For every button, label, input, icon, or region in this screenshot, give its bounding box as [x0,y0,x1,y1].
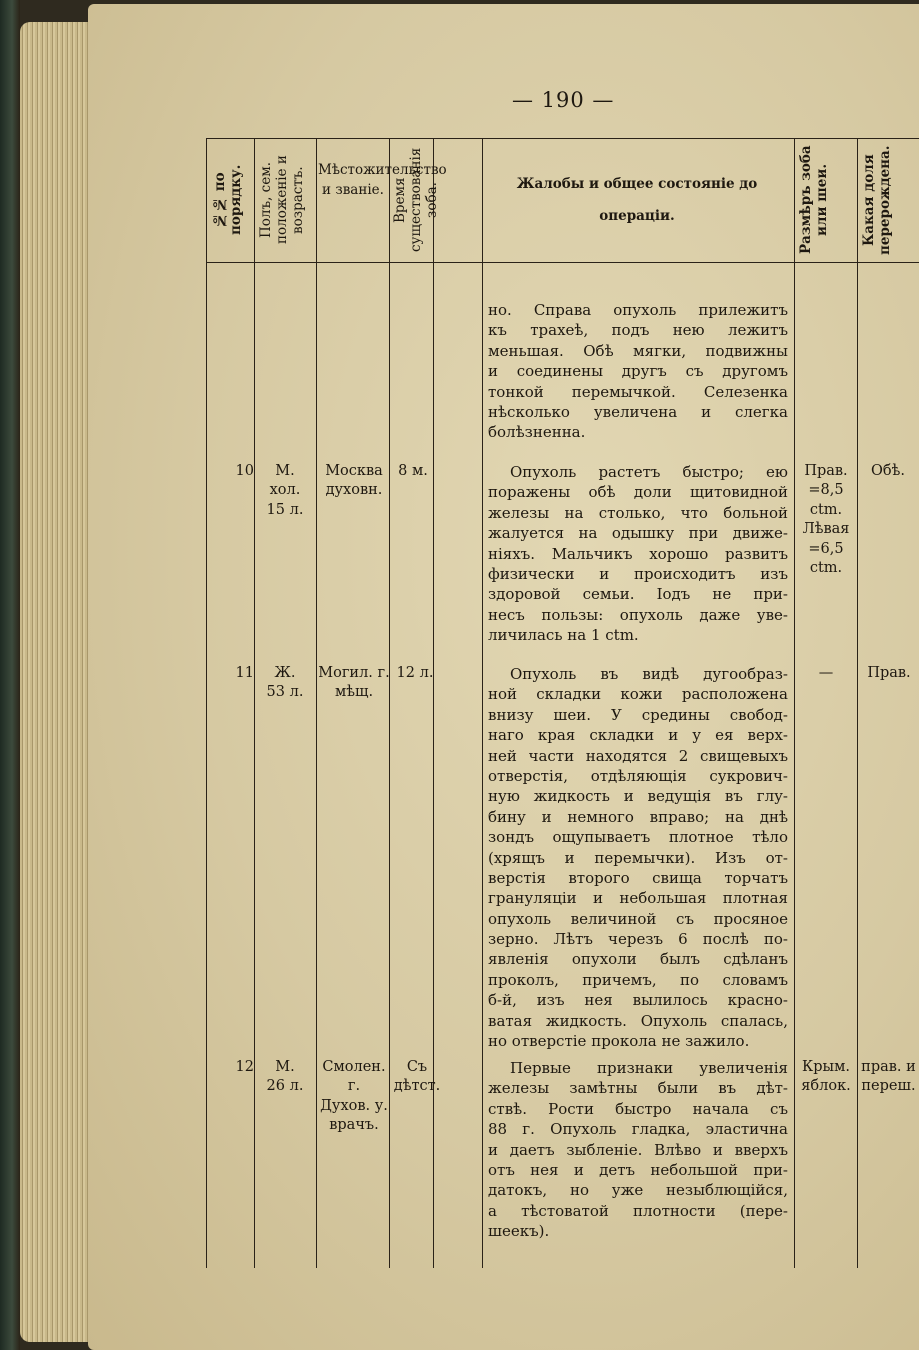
goiter-size: Прав. =8,5 ctm. Лѣвая =6,5 ctm. [802,463,850,577]
header-sex: Полъ, сем. положеніе и возрастъ. [258,155,306,245]
header-bottom-rule [206,262,919,263]
complaints-text: Первые признаки увеличенія железы замѣтны были въ дѣт- ствѣ. Рости быстро начала съ 88 г. Опухоль гладка, эластична и даетъ зыбленіе. Влѣво и вверхъ отъ нея и детъ небольшой при- датокъ, но уже незыблющійся, а тѣстоватой плотности (пере- шеекъ). [488,1059,788,1241]
complaints-text: Опухоль растетъ быстро; ею поражены обѣ доли щитовидной железы на столько, что больной жалуется на одышку при движе- ніяхъ. Мальчикъ хорошо развитъ физически и происходитъ изъ здоровой семьи. Іодъ не при- несъ пользы: опухоль даже уве- личилась на 1 ctm. [488,463,788,645]
row-number: 12 [235,1059,254,1075]
affected-lobe: Обѣ. [871,463,905,479]
goiter-duration: 8 м. [398,463,428,479]
header-size: Размѣръ зоба или шеи. [798,145,830,255]
book-binding [0,0,20,1350]
row-number: 11 [235,665,254,681]
patient-residence: Могил. г. мѣщ. [318,665,390,701]
patient-sex-age: М. 26 л. [266,1059,304,1095]
page-number: — 190 — [512,88,615,112]
affected-lobe: Прав. [867,665,911,681]
header-lobe: Какая доля перерождена. [861,145,893,255]
table-top-rule [206,138,919,139]
header-duration: Время существованія зоба. [392,147,440,253]
affected-lobe: прав. и переш. [861,1059,916,1095]
goiter-size: Крым. яблок. [801,1059,851,1095]
goiter-size: — [818,665,834,681]
goiter-duration: Съ дѣтст. [393,1059,441,1095]
row-number: 10 [235,463,254,479]
patient-residence: Москва духовн. [325,463,383,499]
continuation-text: но. Справа опухоль прилежитъ къ трахеѣ, подъ нею лежитъ меньшая. Обѣ мягки, подвижны и соединены другъ съ другомъ тонкой перемычкой. Селезенка нѣсколько увеличена и слегка болѣзненна. [488,301,788,442]
header-complaints: Жалобы и общее состояніе до операціи. [516,176,758,224]
complaints-text: Опухоль въ видѣ дугообраз- ной складки кожи расположена внизу шеи. У средины свобод- наго края складки и у ея верх- ней части находятся 2 свищевыхъ отверстія, отдѣляющія сукрович- ную жидкость и ведущія въ глу- бину и немного вправо; на днѣ зондъ ощупываетъ плотное тѣло (хрящъ и перемычки). Изъ от- верстія второго свища торчатъ грануляціи и небольшая плотная опухоль величиной съ просяное зерно. Лѣтъ черезъ 6 послѣ по- явленія опухоли былъ сдѣланъ проколъ, причемъ, по словамъ б-й, изъ нея вылилось красно- ватая жидкость. Опухоль спалась, но отверстіе прокола не зажило. [488,665,788,1051]
header-num: №№ по порядку. [212,164,244,236]
goiter-duration: 12 л. [396,665,434,681]
patient-sex-age: М. хол. 15 л. [266,463,304,518]
patient-sex-age: Ж. 53 л. [266,665,304,701]
header-residence: Мѣстожительство и званіе. [318,162,447,198]
patient-residence: Смолен. г. Духов. у. врачъ. [320,1059,388,1134]
